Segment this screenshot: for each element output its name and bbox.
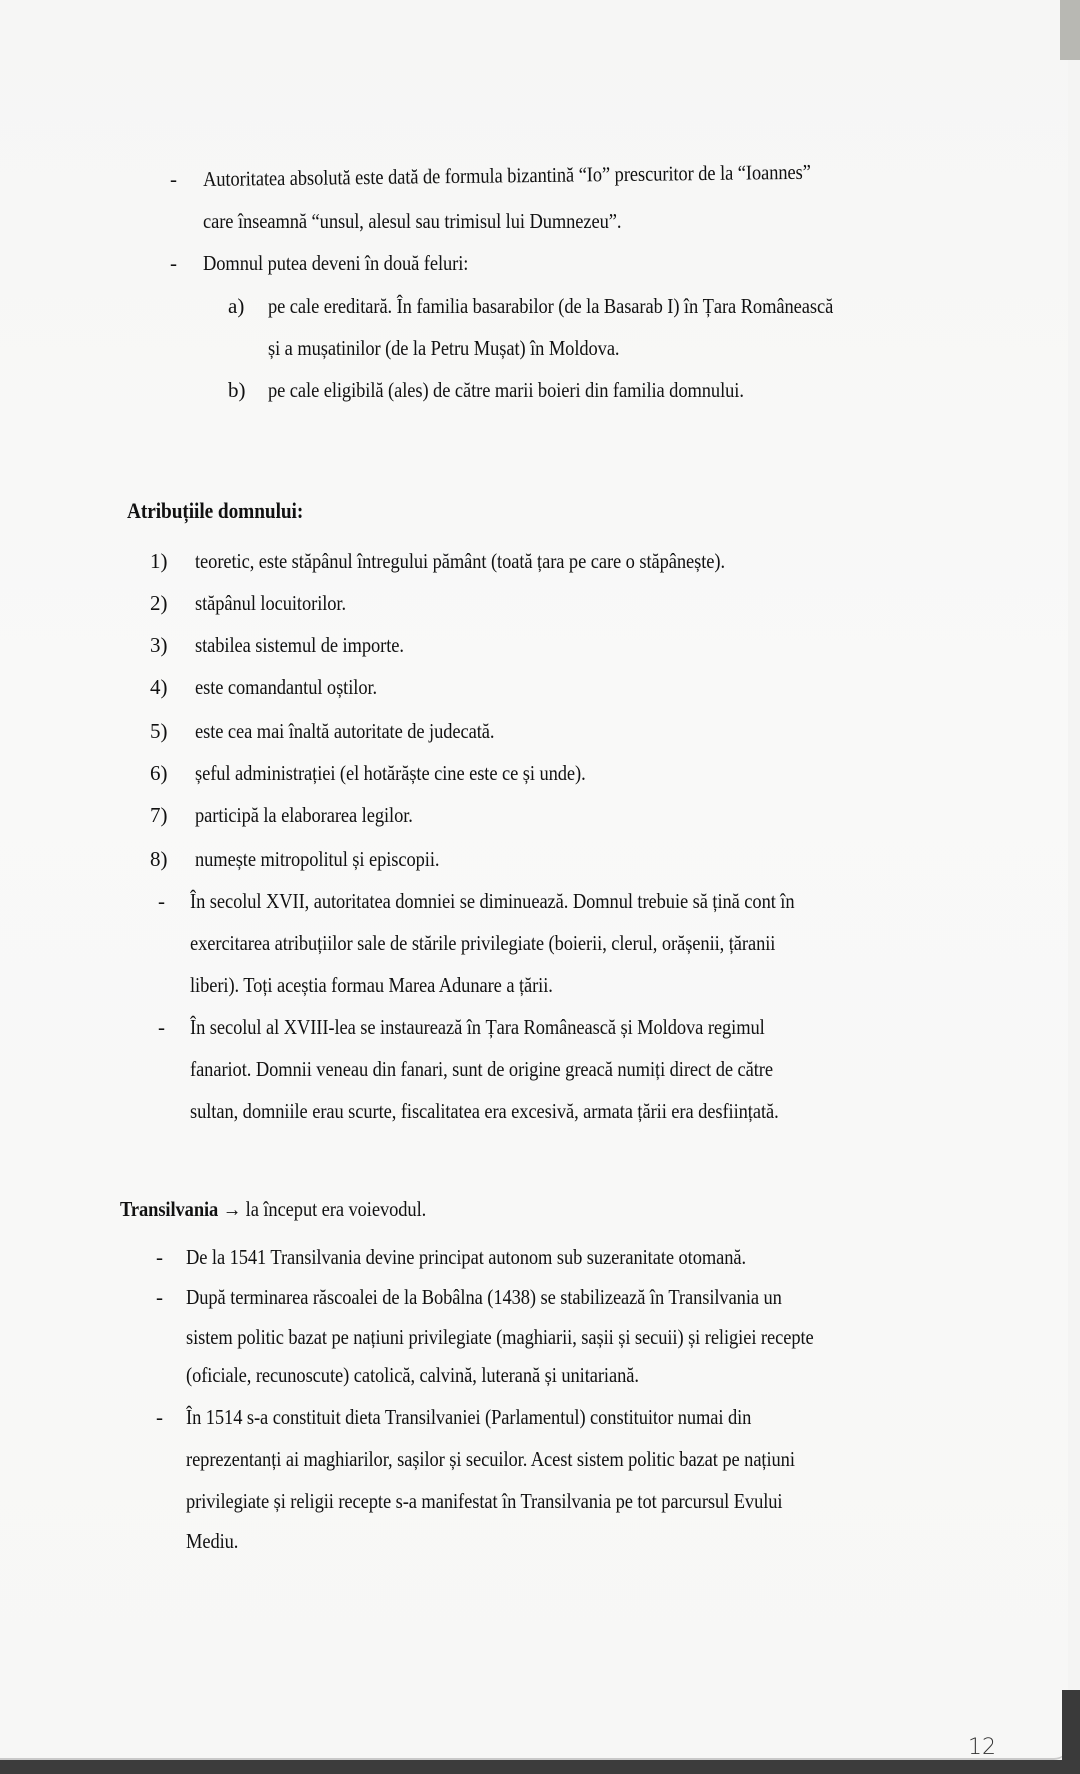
paragraph-line: fanariot. Domnii veneau din fanari, sunt de origine greacă numiți direct de către [190, 1057, 773, 1081]
bullet-dash: - [158, 1015, 165, 1039]
list-marker: 5) [150, 719, 168, 743]
list-marker: 3) [150, 633, 168, 657]
bullet-dash: - [156, 1245, 163, 1269]
paragraph-line: Mediu. [186, 1529, 239, 1553]
paragraph-line: sistem politic bazat pe națiuni privilegiate (maghiarii, sașii și secuii) și religiei recepte [186, 1325, 814, 1349]
paragraph-line: exercitarea atribuțiilor sale de stările privilegiate (boierii, clerul, orășenii, țăranii [190, 931, 776, 955]
list-item: este cea mai înaltă autoritate de judecată. [195, 719, 495, 743]
paragraph-line: care înseamnă “unsul, alesul sau trimisul lui Dumnezeu”. [203, 209, 622, 233]
list-marker: 4) [150, 675, 168, 699]
paragraph-line: sultan, domniile erau scurte, fiscalitatea era excesivă, armata țării era desființată. [190, 1099, 779, 1123]
list-item: stabilea sistemul de importe. [195, 633, 404, 657]
paragraph-line: De la 1541 Transilvania devine principat autonom sub suzeranitate otomană. [186, 1245, 747, 1269]
list-item: numește mitropolitul și episcopii. [195, 847, 440, 871]
list-item: teoretic, este stăpânul întregului pământ (toată țara pe care o stăpânește). [195, 549, 726, 573]
section-heading: Atribuțiile domnului: [127, 498, 304, 523]
paragraph-line: În secolul XVII, autoritatea domniei se diminuează. Domnul trebuie să țină cont în [190, 889, 795, 913]
paragraph-line: și a mușatinilor (de la Petru Mușat) în Moldova. [268, 336, 620, 360]
page-edge-shadow [1060, 0, 1080, 60]
section-heading [120, 1196, 426, 1222]
bullet-dash: - [156, 1405, 163, 1429]
bullet-dash: - [170, 251, 177, 275]
list-marker: 1) [150, 549, 168, 573]
paragraph-line: (oficiale, recunoscute) catolică, calvină, luterană și unitariană. [186, 1363, 639, 1387]
paragraph-line: privilegiate și religii recepte s-a manifestat în Transilvania pe tot parcursul Evului [186, 1489, 783, 1513]
list-marker: 8) [150, 847, 168, 871]
bullet-dash: - [158, 889, 165, 913]
paragraph-line: Autoritatea absolută este dată de formula bizantină “Io” prescuritor de la “Ioannes” [202, 159, 811, 191]
list-marker: 6) [150, 761, 168, 785]
paragraph-line: liberi). Toți aceștia formau Marea Adunare a țării. [190, 973, 553, 997]
paragraph-line: pe cale ereditară. În familia basarabilor (de la Basarab I) în Țara Românească [268, 294, 834, 318]
list-marker: a) [228, 294, 245, 318]
bullet-dash: - [170, 167, 177, 191]
list-item: este comandantul oștilor. [195, 675, 378, 699]
paragraph-line: pe cale eligibilă (ales) de către marii boieri din familia domnului. [268, 378, 744, 402]
paragraph-line: În secolul al XVIII-lea se instaurează în Țara Românească și Moldova regimul [190, 1015, 765, 1039]
paragraph-line: După terminarea răscoalei de la Bobâlna (1438) se stabilizează în Transilvania un [186, 1285, 782, 1309]
list-item: șeful administrației (el hotărăște cine este ce și unde). [195, 761, 586, 785]
paragraph-line: Domnul putea deveni în două feluri: [203, 251, 469, 275]
heading-rest: → la început era voievodul. [222, 1197, 427, 1221]
list-marker: 2) [150, 591, 168, 615]
bullet-dash: - [156, 1285, 163, 1309]
paragraph-line: reprezentanți ai maghiarilor, sașilor și secuilor. Acest sistem politic bazat pe națiuni [186, 1447, 795, 1471]
list-item: participă la elaborarea legilor. [195, 803, 413, 827]
list-marker: 7) [150, 803, 168, 827]
list-item: stăpânul locuitorilor. [195, 591, 347, 615]
page-edge-shadow [0, 1760, 1080, 1774]
heading-bold: Transilvania [120, 1197, 219, 1221]
page-number: 12 [968, 1735, 996, 1760]
list-marker: b) [228, 378, 246, 402]
paragraph-line: În 1514 s-a constituit dieta Transilvaniei (Parlamentul) constituitor numai din [186, 1405, 752, 1429]
